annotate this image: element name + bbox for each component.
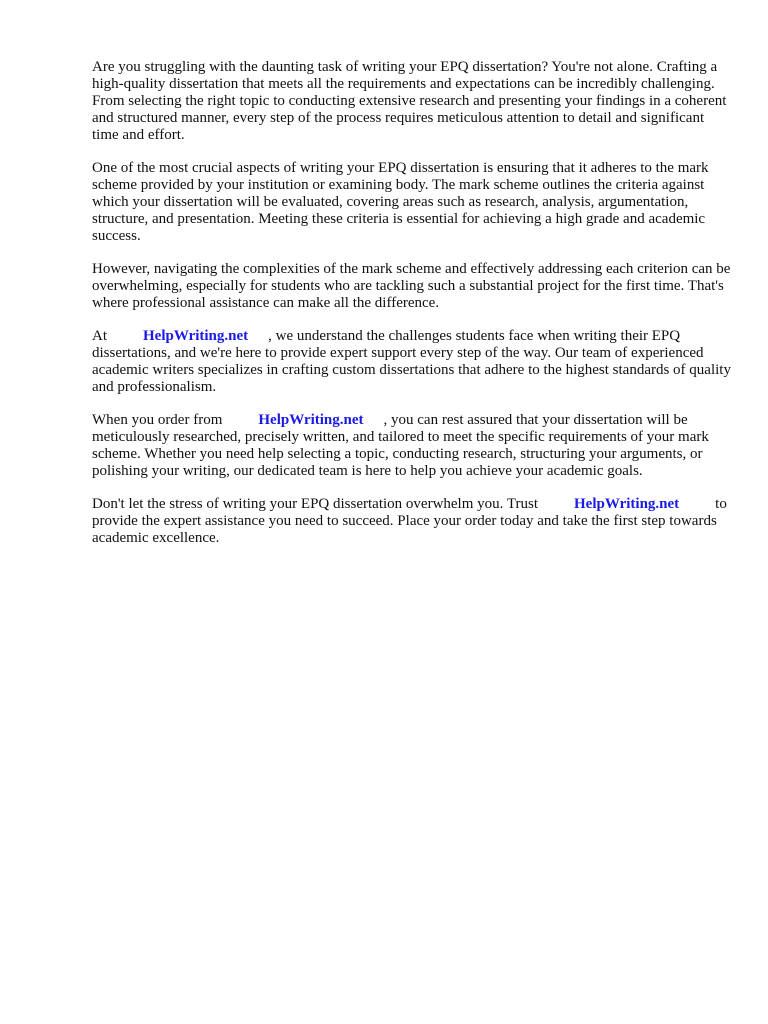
- paragraph-ordering: [92, 412, 732, 480]
- paragraph-intro: Are you struggling with the daunting task of writing your EPQ dissertation? You're not alone. Crafting a high-quality dissertation that meets all the requirements and expectations can be incredibly challenging. From selecting the right topic to conducting extensive research and presenting your findings in a coherent and structured manner, every step of the process requires meticulous attention to detail and significant time and effort.: [92, 59, 727, 143]
- paragraph-closing: [92, 496, 732, 547]
- paragraph-text-rest: , we understand the challenges students face when writing their EPQ dissertations, and we're here to provide expert support every step of the way. Our team of experienced academic writers specializes in crafting custom dissertations that adhere to the highest standards of quality and professionalism.: [92, 328, 731, 395]
- helpwriting-link-3[interactable]: HelpWriting.net: [574, 496, 680, 512]
- paragraph-text-lead: Don't let the stress of writing your EPQ dissertation overwhelm you. Trust: [92, 496, 539, 512]
- helpwriting-link-2[interactable]: HelpWriting.net: [258, 412, 364, 428]
- paragraph-text-rest: to provide the expert assistance you need to succeed. Place your order today and take the first step towards academic excellence.: [92, 496, 727, 546]
- document-body: [92, 59, 732, 563]
- paragraph-text-lead: When you order from: [92, 412, 223, 428]
- paragraph-complexities: However, navigating the complexities of the mark scheme and effectively addressing each criterion can be overwhelming, especially for students who are tackling such a substantial project for the first time. That's where professional assistance can make all the difference.: [92, 261, 731, 311]
- paragraph-about-service: [92, 328, 732, 396]
- paragraph-text-rest: , you can rest assured that your dissertation will be meticulously researched, precisely written, and tailored to meet the specific requirements of your mark scheme. Whether you need help selecting a topic, conducting research, structuring your arguments, or polishing your writing, our dedicated team is here to help you achieve your academic goals.: [92, 412, 709, 479]
- paragraph-text-lead: At: [92, 328, 107, 344]
- paragraph-mark-scheme: One of the most crucial aspects of writing your EPQ dissertation is ensuring that it adheres to the mark scheme provided by your institution or examining body. The mark scheme outlines the criteria against which your dissertation will be evaluated, covering areas such as research, analysis, argumentation, structure, and presentation. Meeting these criteria is essential for achieving a high grade and academic success.: [92, 160, 709, 244]
- helpwriting-link-1[interactable]: HelpWriting.net: [143, 328, 249, 344]
